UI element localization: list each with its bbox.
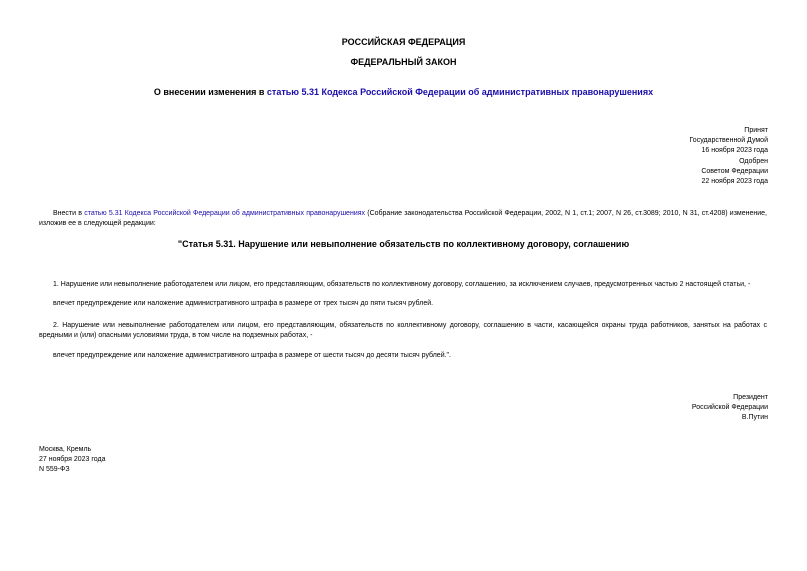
- intro-paragraph: [39, 209, 767, 230]
- signatory-country: Российской Федерации: [691, 404, 768, 412]
- country-heading: РОССИЙСКАЯ ФЕДЕРАЦИЯ: [341, 37, 466, 47]
- adoption-block: [689, 126, 768, 187]
- approved-date: 22 ноября 2023 года: [701, 178, 768, 186]
- signature-block: [692, 393, 768, 424]
- signatory-name: В.Путин: [741, 414, 768, 422]
- part-2-text: 2. Нарушение или невыполнение работодателем или лицом, его представляющим, обязательств по коллективному договору, соглашению в части, касающейся охраны труда работников, занятых на работах с вредными и (или) опасными условиями труда, в том числе на подземных работах, -: [39, 322, 767, 340]
- law-number: N 559-ФЗ: [39, 466, 70, 474]
- subject-prefix: О внесении изменения в: [153, 87, 267, 97]
- intro-prefix: Внести в: [53, 210, 85, 217]
- subject-article-link[interactable]: статью 5.31 Кодекса Российской Федерации об административных правонарушениях: [266, 87, 654, 97]
- intro-suffix: (Собрание законодательства Российской Федерации, 2002, N 1, ст.1; 2007, N 26, ст.3089; 2010, N 31, ст.4208) изменение, изложив ее в следующей редакции:: [39, 210, 767, 228]
- part-1-text: 1. Нарушение или невыполнение работодателем или лицом, его представляющим, обязательств по коллективному договору, соглашению, за исключением случаев, предусмотренных частью 2 настоящей статьи, -: [53, 281, 751, 288]
- adopted-date: 16 ноября 2023 года: [701, 147, 768, 155]
- signing-date: 27 ноября 2023 года: [39, 456, 106, 464]
- approved-label: Одобрен: [739, 157, 768, 165]
- signing-details: [39, 445, 105, 476]
- article-title: "Статья 5.31. Нарушение или невыполнение обязательств по коллективному договору, соглашению: [177, 239, 630, 249]
- part-1-penalty: влечет предупреждение или наложение административного штрафа в размере от трех тысяч до пяти тысяч рублей.: [53, 300, 434, 307]
- adopted-by: Государственной Думой: [689, 137, 768, 145]
- part-2-penalty: влечет предупреждение или наложение административного штрафа в размере от шести тысяч до десяти тысяч рублей.".: [53, 352, 451, 359]
- signing-place: Москва, Кремль: [39, 446, 92, 453]
- intro-article-link[interactable]: статью 5.31 Кодекса Российской Федерации об административных правонарушениях: [84, 210, 366, 217]
- document-type-heading: ФЕДЕРАЛЬНЫЙ ЗАКОН: [350, 57, 457, 67]
- signatory-title: Президент: [733, 394, 768, 401]
- document-subject-heading: [0, 87, 807, 97]
- adopted-label: Принят: [744, 127, 768, 134]
- approved-by: Советом Федерации: [701, 167, 768, 175]
